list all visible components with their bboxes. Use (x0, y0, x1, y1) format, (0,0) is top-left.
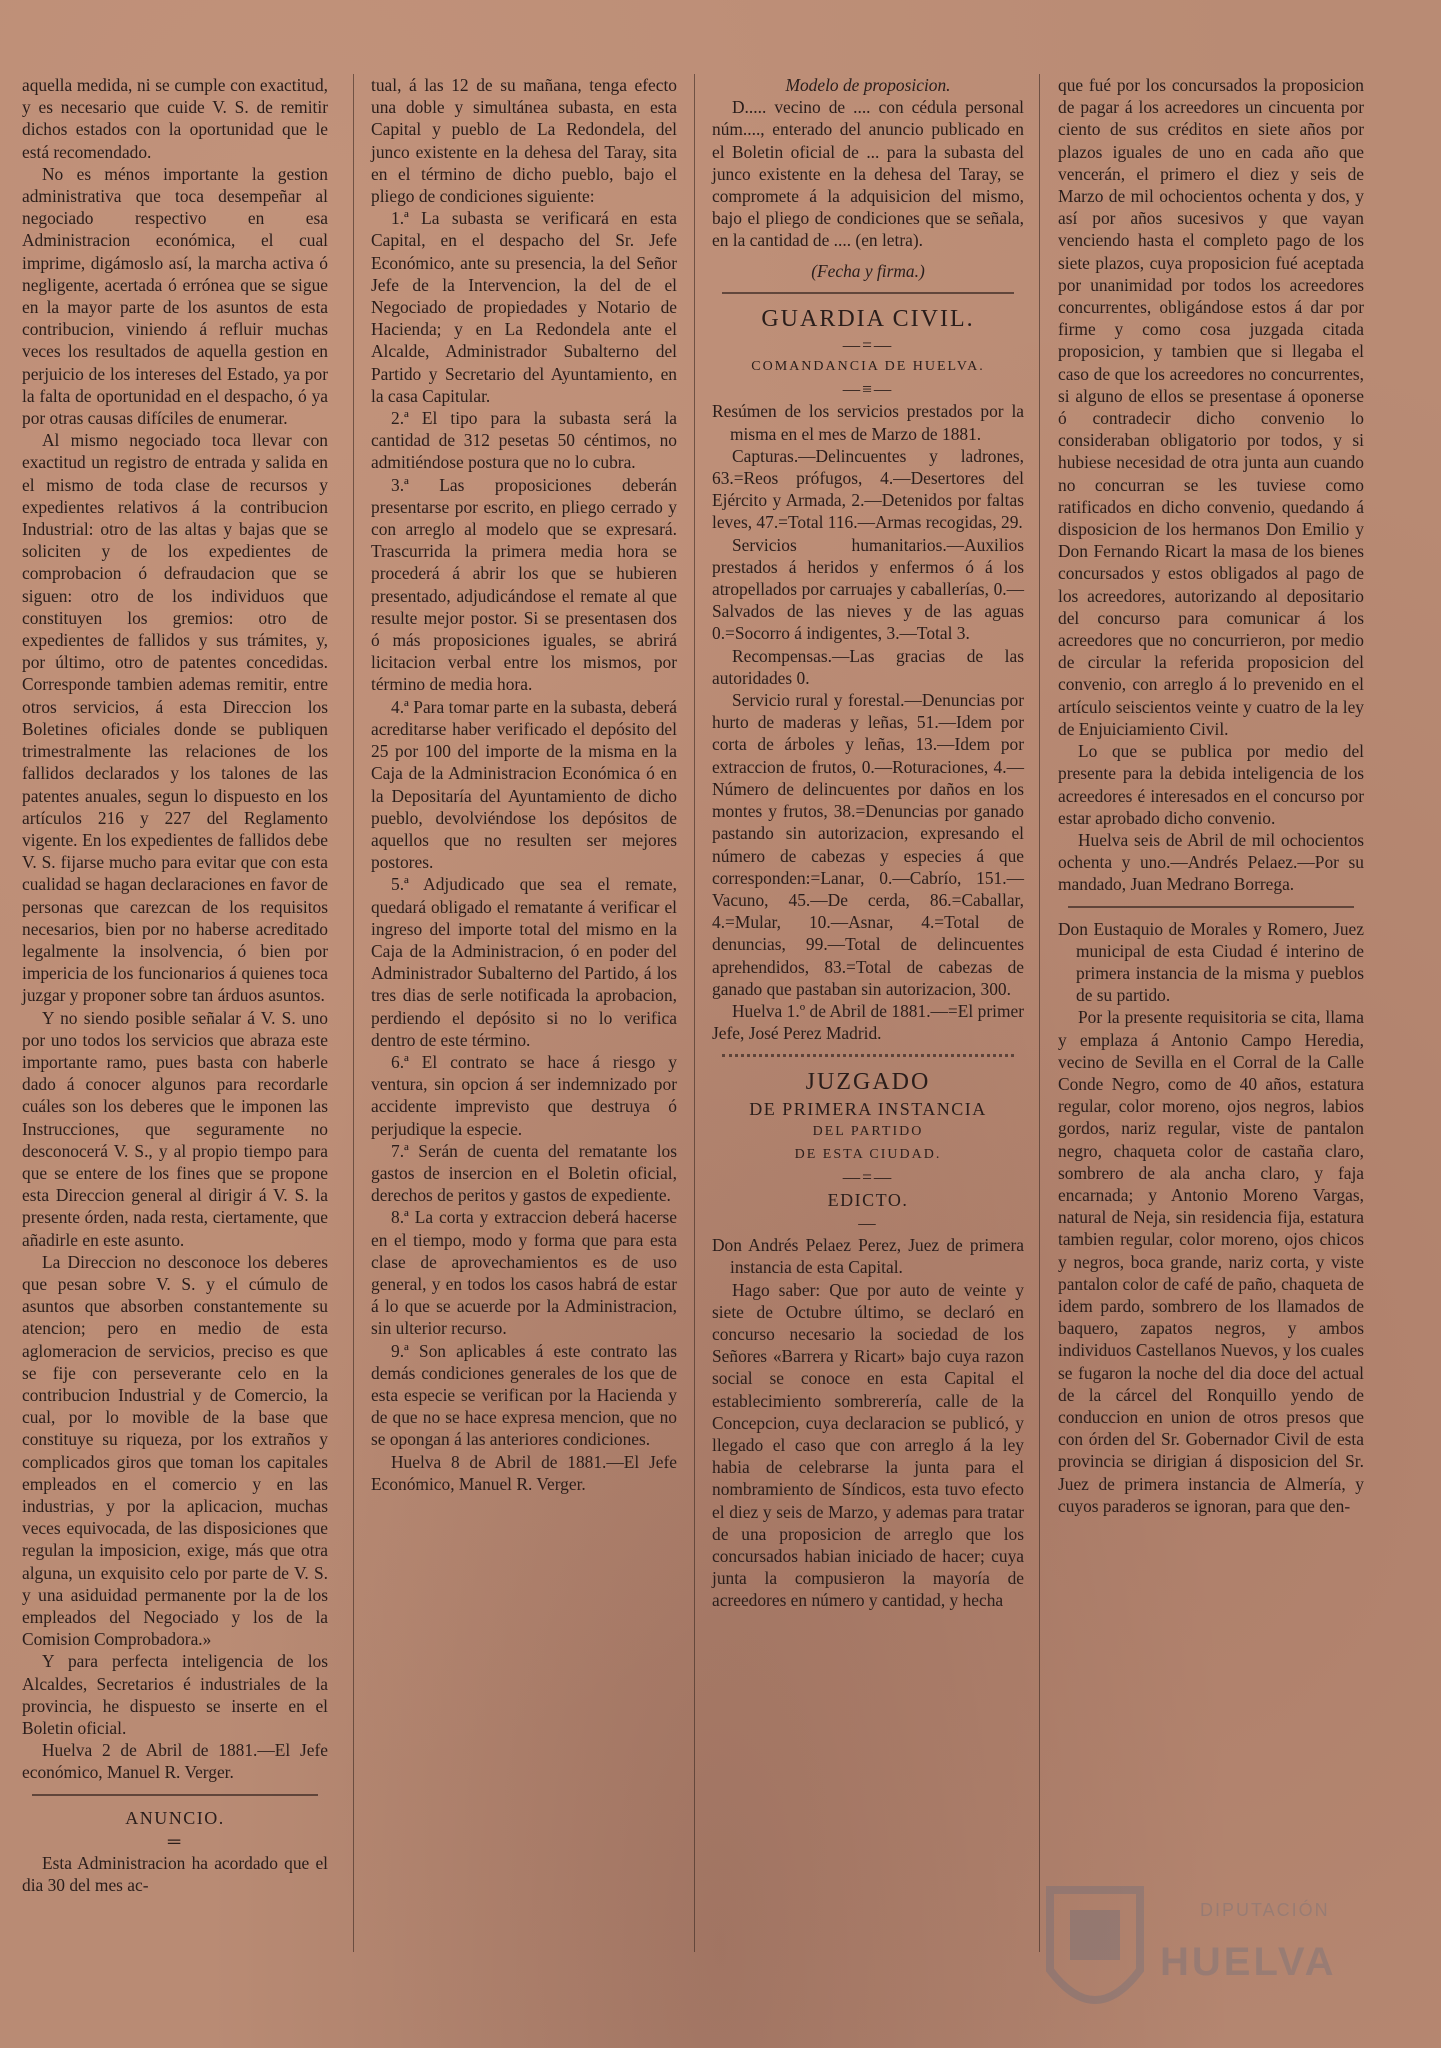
condition: 8.ª La corta y extraccion deberá hacerse en el tiempo, modo y forma que para esta clase de aprovechamientos es de uso general, y en todos los casos habrá de estar á lo que se acuerde por la Administracion, sin ulterior recurso. (371, 1207, 677, 1339)
column-rule (694, 74, 695, 1952)
crest-icon (1040, 1880, 1150, 2030)
condition: 1.ª La subasta se verificará en esta Capital, en el despacho del Sr. Jefe Económico, ante su presencia, la del Señor Jefe de la Intervencion, la del de el Negociado de propiedades y Notario de Hacienda; y en La Redondela ante el Alcalde, Administrador Subalterno del Partido y Secretario del Ayuntamiento, en la casa Capitular. (371, 208, 677, 406)
paragraph: Al mismo negociado toca llevar con exactitud un registro de entrada y salida en el mismo de toda clase de recursos y expedientes relativos á la contribucion Industrial: otro de las altas y bajas que se soliciten y de los expedientes de comprobacion ó defraudacion que se siguen: otro de los individuos que constituyen los gremios: otro de expedientes de fallidos y sus trámites, y, por último, otro de patentes concedidas. Corresponde tambien ademas remitir, entre otros servicios, á esta Direccion los Boletines oficiales donde se publiquen trimestralmente las relaciones de los fallidos declarados y los talones de las patentes anuales, segun lo dispuesto en los artículos 216 y 227 del Reglamento vigente. En los expedientes de fallidos debe V. S. fijarse mucho para evitar que con esta cualidad se hagan declaraciones en favor de personas que carezcan de los requisitos necesarios, bien por no haberse acreditado legalmente la insolvencia, ó bien por impericia de los funcionarios á quienes toca juzgar y proponer sobre tan árduos asuntos. (22, 430, 328, 1006)
edicto-title: EDICTO. (827, 1189, 909, 1210)
resumen-heading: Resúmen de los servicios prestados por la misma en el mes de Marzo de 1881. (712, 401, 1024, 444)
paragraph: Esta Administracion ha acordado que el dia 30 del mes ac- (22, 1852, 328, 1896)
column-1 (22, 74, 328, 1896)
comandancia-title: COMANDANCIA DE HUELVA. (751, 359, 985, 375)
column-rule (1039, 74, 1040, 1952)
service-entry: Recompensas.—Las gracias de las autoridades 0. (712, 645, 1024, 688)
dash-ornament: —=— (842, 1166, 894, 1187)
watermark-logo (1040, 1880, 1370, 2030)
service-entry: Servicios humanitarios.—Auxilios prestados á heridos y enfermos ó á los atropellados por carruajes y caballerías, 0.—Salvados de las nieves y de las aguas 0.=Socorro á indigentes, 3.—Total 3. (712, 534, 1024, 644)
paragraph: Hago saber: Que por auto de veinte y siete de Octubre último, se declaró en concurso necesario la sociedad de los Señores «Barrera y Ricart» bajo cuya razon social se conoce en esta Capital el establecimiento sombrerería, calle de la Concepcion, cuya declaracion se publicó, y llegado el caso que con arreglo á la ley habia de celebrarse la junta para el nombramiento de Síndicos, esta tuvo efecto el diez y seis de Marzo, y ademas para tratar de una proposicion de arreglo que los concursados habian iniciado de hacer; cuya junta la compusieron la mayoría de acreedores en número y cantidad, y hecha (712, 1279, 1024, 1611)
juzgado-ciudad: DE ESTA CIUDAD. (794, 1146, 942, 1162)
condition: 9.ª Son aplicables á este contrato las demás condiciones generales de los que de esta especie se verifican por la Hacienda y de que no se hace expresa mencion, que no se opongan á las anteriores condiciones. (371, 1340, 677, 1450)
condition: 3.ª Las proposiciones deberán presentarse por escrito, en pliego cerrado y con arreglo al modelo que se expresará. Trascurrida la primera media hora se procederá á abrir los que se hubieren presentado, adjudicándose el remate al que resulte mejor postor. Si se presentasen dos ó más proposiciones iguales, se abrirá licitacion verbal entre los mismos, por término de media hora. (371, 474, 677, 695)
paragraph: Lo que se publica por medio del presente para la debida inteligencia de los acreedores é interesados en el concurso por estar aprobado dicho convenio. (1058, 741, 1364, 828)
paragraph: La Direccion no desconoce los deberes que pesan sobre V. S. y el cúmulo de asuntos que absorben constantemente su atencion; pero en medio de esta aglomeracion de servicios, preciso es que se fije con perseverante celo en la contribucion Industrial y de Comercio, la cual, por lo movible de la base que constituye su riqueza, por los extraños y complicados giros que toman los capitales empleados en el comercio y en las industrias, y por la aplicacion, muchas veces equivocada, de las disposiciones que regulan la imposicion, exige, más que otra alguna, un exquisito celo por parte de V. S. y una asiduidad permanente por la de los empleados del Negociado y los de la Comision Comprobadora.» (22, 1251, 328, 1650)
juez-name: Don Eustaquio de Morales y Romero, Juez municipal de esta Ciudad é interino de primera instancia de la misma y pueblos de su partido. (1058, 918, 1364, 1006)
guardia-civil-title: GUARDIA CIVIL. (761, 305, 975, 332)
paragraph: que fué por los concursados la proposicion de pagar á los acreedores un cincuenta por ciento de sus créditos en siete años por plazos iguales de uno en cada año que vencerán, el primero el diez y seis de Marzo de mil ochocientos ochenta y dos, y así por años sucesivos y que vayan venciendo hasta el completo pago de los siete plazos, cuya proposicion fué aceptada por unanimidad por todos los acreedores concurrentes, obligándose estos á dar por firme y como cosa juzgada citada proposicion, y tambien que si llegaba el caso de que los acreedores no concurrentes, si alguno de ellos se presentase á oponerse ó contradecir dicho convenio lo consideraban obligatorio por todos, y si hubiese necesidad de otra junta aun cuando no concurran se les tuviese como ratificados en dicho convenio, quedando á disposicion de los hermanos Don Emilio y Don Fernando Ricart la masa de los bienes concursados y estos obligados al pago de los acreedores, autorizando al depositario del concurso para comunicar á los acreedores que no concurrieron, por medio de circular la referida proposicion del convenio, con arreglo á lo prevenido en el artículo seiscientos veinte y cuatro de la ley de Enjuiciamiento Civil. (1058, 75, 1364, 739)
juzgado-partido: DEL PARTIDO (812, 1124, 924, 1140)
divider (32, 1794, 318, 1796)
juzgado-title: JUZGADO (805, 1069, 931, 1096)
column-2 (371, 74, 677, 1495)
juez-name: Don Andrés Pelaez Perez, Juez de primera instancia de esta Capital. (712, 1235, 1024, 1278)
signature: Huelva 8 de Abril de 1881.—El Jefe Económico, Manuel R. Verger. (371, 1451, 677, 1494)
divider (722, 292, 1014, 294)
condition: 5.ª Adjudicado que sea el remate, quedará obligado el rematante á verificar el ingreso del importe total del mismo en la Caja de la Administracion, ó en poder del Administrador Subalterno del Partido, á los tres dias de serle notificada la aprobacion, perdiendo el depósito si no lo verifica dentro de este término. (371, 874, 677, 1050)
column-4 (1058, 74, 1364, 1517)
anuncio-title: ANUNCIO. (125, 1807, 225, 1828)
paragraph: Y no siendo posible señalar á V. S. uno por uno todos los servicios que abraza este importante ramo, pues basta con haberle dado á conocer algunos para recordarle cuáles son los deberes que le imponen las Instrucciones, que seguramente no desconocerá V. S., y al propio tiempo para que se entere de los fines que se propone esta Direccion general al dirigir á V. S. la presente órden, nada resta, ciertamente, que añadirle en este asunto. (22, 1007, 328, 1250)
condition: 6.ª El contrato se hace á riesgo y ventura, sin opcion á ser indemnizado por accidente imprevisto que destruya ó perjudique la especie. (371, 1051, 677, 1139)
condition: 2.ª El tipo para la subasta será la cantidad de 312 pesetas 50 céntimos, no admitiéndose postura que no lo cubra. (371, 408, 677, 473)
dash-ornament: ═ (167, 1830, 183, 1851)
juzgado-subtitle: DE PRIMERA INSTANCIA (749, 1099, 987, 1120)
divider (722, 1054, 1014, 1057)
condition: 4.ª Para tomar parte en la subasta, deberá acreditarse haber verificado el depósito del 25 por 100 del importe de la misma en la Caja de la Administracion Económica ó en la Depositaría del Ayuntamiento de dicho pueblo, devolviéndose los depósitos de aquellos que no resulten ser mejores postores. (371, 696, 677, 873)
dash-ornament: —≡— (842, 379, 894, 400)
paragraph: aquella medida, ni se cumple con exactitud, y es necesario que cuide V. S. de remitir dichos estados con la oportunidad que le está recomendado. (22, 75, 328, 162)
condition: 7.ª Serán de cuenta del rematante los gastos de insercion en el Boletin oficial, derechos de peritos y gastos de expediente. (371, 1140, 677, 1206)
column-rule (353, 74, 354, 1952)
divider (1068, 906, 1354, 908)
fecha-firma: (Fecha y firma.) (811, 260, 925, 281)
paragraph: No es ménos importante la gestion administrativa que toca desempeñar al negociado respectivo en esa Administracion económica, el cual imprime, digámoslo así, la marcha activa ó negligente, acertada ó errónea que se sigue en la mayor parte de los asuntos de esta contribucion, viniendo á refluir muchas veces los resultados de aquella gestion en perjuicio de los intereses del Estado, ya por la falta de oportunidad en el despacho, ó ya por otras causas difíciles de enumerar. (22, 163, 328, 429)
paragraph: Y para perfecta inteligencia de los Alcaldes, Secretarios é industriales de la provincia, he dispuesto se inserte en el Boletin oficial. (22, 1651, 328, 1739)
column-3 (712, 74, 1024, 1612)
paragraph: D..... vecino de .... con cédula personal núm...., enterado del anuncio publicado en el Boletin oficial de ... para la subasta del junco existente en la dehesa del Taray, se compromete á la adquisicion del mismo, bajo el pliego de condiciones que se señala, en la cantidad de .... (en letra). (712, 97, 1024, 251)
watermark-bottom: HUELVA (1160, 1940, 1337, 1984)
service-entry: Servicio rural y forestal.—Denuncias por hurto de maderas y leñas, 51.—Idem por corta de árboles y leñas, 13.—Idem por extraccion de frutos, 0.—Roturaciones, 4.—Número de delincuentes por daños en los montes y frutos, 38.=Denuncias por ganado pastando sin autorizacion, expresando el número de cabezas y especies á que corresponden:=Lanar, 0.—Cabrío, 151.—Vacuno, 45.—De cerda, 86.=Caballar, 4.=Mular, 10.—Asnar, 4.=Total de denuncias, 99.—Total de delincuentes aprehendidos, 83.=Total de cabezas de ganado que pastaban sin autorizacion, 300. (712, 690, 1024, 999)
service-entry: Capturas.—Delincuentes y ladrones, 63.=Reos prófugos, 4.—Desertores del Ejército y Armada, 2.—Detenidos por faltas leves, 47.=Total 116.—Armas recogidas, 29. (712, 445, 1024, 533)
dash-ornament: — (858, 1212, 878, 1233)
signature: Huelva 1.º de Abril de 1881.—=El primer Jefe, José Perez Madrid. (712, 1000, 1024, 1044)
signature: Huelva seis de Abril de mil ochocientos ochenta y uno.—Andrés Pelaez.—Por su mandado, Juan Medrano Borrega. (1058, 829, 1364, 895)
signature: Huelva 2 de Abril de 1881.—El Jefe económico, Manuel R. Verger. (22, 1740, 328, 1783)
watermark-top: DIPUTACIÓN (1200, 1900, 1330, 1920)
dash-ornament: —=— (842, 334, 894, 355)
paragraph: Por la presente requisitoria se cita, llama y emplaza á Antonio Campo Heredia, vecino de Sevilla en el Corral de la Calle Conde Negro, como de 40 años, estatura regular, color moreno, ojos negros, labios gordos, nariz regular, viste de pantalon negro, chaqueta color de castaña claro, sombrero de ala ancha claro, y faja encarnada; y Antonio Moreno Vargas, natural de Neja, sin residencia fija, estatura tambien regular, color moreno, ojos chicos y negros, boca grande, nariz corta, y viste pantalon color de café de paño, chaqueta de idem pardo, sombrero de los llamados de baquero, zapatos negros, y ambos individuos Castellanos Nuevos, y los cuales se fugaron la noche del dia doce del actual de la cárcel del Ronquillo yendo de conduccion en union de otros presos que con órden del Sr. Gobernador Civil de esta provincia se dirigian á disposicion del Sr. Juez de primera instancia de Almería, y cuyos paraderos se ignoran, para que den- (1058, 1007, 1364, 1516)
modelo-title: Modelo de proposicion. (785, 75, 951, 95)
paragraph: tual, á las 12 de su mañana, tenga efecto una doble y simultánea subasta, en esta Capital y pueblo de La Redondela, del junco existente en la dehesa del Taray, sita en el término de dicho pueblo, bajo el pliego de condiciones siguiente: (371, 75, 677, 207)
